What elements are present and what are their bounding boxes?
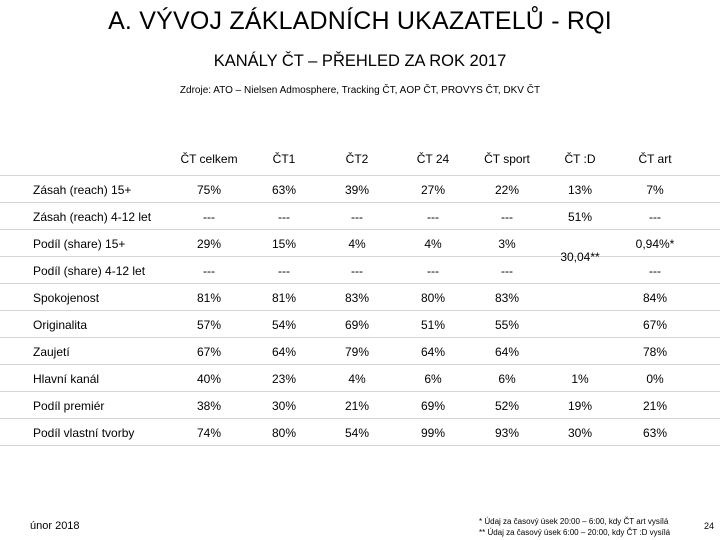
- table-cell: 0%: [646, 372, 664, 386]
- table-cell: 75%: [196, 183, 222, 197]
- table-row: [0, 311, 720, 338]
- table-cell: ---: [427, 210, 439, 224]
- table-cell: 74%: [196, 426, 222, 440]
- table-row: [0, 419, 720, 446]
- table-cell: 30%: [567, 426, 593, 440]
- page-title: A. VÝVOJ ZÁKLADNÍCH UKAZATELŮ - RQI: [108, 7, 612, 35]
- page-subtitle: KANÁLY ČT – PŘEHLED ZA ROK 2017: [213, 52, 507, 70]
- table-cell: 93%: [494, 426, 520, 440]
- column-header: ČT celkem: [180, 152, 238, 166]
- row-label: Podíl (share) 4-12 let: [33, 264, 146, 278]
- table-cell: 64%: [420, 345, 446, 359]
- table-cell: ---: [649, 264, 661, 278]
- merged-ctd-share-cell: 30,04**: [560, 250, 600, 264]
- table-cell: 19%: [567, 399, 593, 413]
- table-row: [0, 257, 720, 284]
- table-cell: 40%: [196, 372, 222, 386]
- page-number: 24: [704, 521, 715, 531]
- table-cell: 54%: [344, 426, 370, 440]
- footnote-ctd: ** Údaj za časový úsek 6:00 – 20:00, kdy ČT :D vysílá: [479, 528, 671, 537]
- table-row: [0, 365, 720, 392]
- column-header: ČT art: [638, 152, 672, 166]
- table-cell: 83%: [494, 291, 520, 305]
- table-cell: 84%: [642, 291, 668, 305]
- table-row: [0, 338, 720, 365]
- table-cell: 69%: [344, 318, 370, 332]
- table-cell: 39%: [344, 183, 370, 197]
- table-cell: 1%: [571, 372, 589, 386]
- table-cell: 27%: [420, 183, 446, 197]
- sources-note: Zdroje: ATO – Nielsen Admosphere, Tracking ČT, AOP ČT, PROVYS ČT, DKV ČT: [179, 85, 541, 96]
- table-cell: 54%: [271, 318, 297, 332]
- column-header: ČT1: [272, 152, 296, 166]
- table-row: [0, 203, 720, 230]
- table-cell: 3%: [498, 237, 516, 251]
- table-cell: 6%: [424, 372, 442, 386]
- indicators-table: [0, 141, 720, 446]
- table-cell: ---: [203, 264, 215, 278]
- column-header: ČT :D: [564, 152, 596, 166]
- table-cell: 67%: [196, 345, 222, 359]
- row-label: Podíl vlastní tvorby: [33, 426, 135, 440]
- column-header: ČT 24: [416, 152, 450, 166]
- table-cell: 15%: [271, 237, 297, 251]
- table-cell: ---: [278, 210, 290, 224]
- table-cell: 13%: [567, 183, 593, 197]
- table-cell: 55%: [494, 318, 520, 332]
- table-header-row: [0, 141, 720, 176]
- table-cell: 80%: [420, 291, 446, 305]
- table-cell: 69%: [420, 399, 446, 413]
- table-cell: 0,94%*: [635, 237, 675, 251]
- footnote-art: * Údaj za časový úsek 20:00 – 6:00, kdy ČT art vysílá: [479, 517, 669, 526]
- table-cell: 29%: [196, 237, 222, 251]
- table-cell: 63%: [271, 183, 297, 197]
- table-row: [0, 284, 720, 311]
- table-row: [0, 230, 720, 264]
- table-cell: ---: [501, 264, 513, 278]
- row-label: Hlavní kanál: [33, 372, 100, 386]
- table-cell: 57%: [196, 318, 222, 332]
- table-cell: 4%: [424, 237, 442, 251]
- table-cell: ---: [351, 210, 363, 224]
- table-cell: 81%: [196, 291, 222, 305]
- table-cell: 30%: [271, 399, 297, 413]
- table-cell: 63%: [642, 426, 668, 440]
- table-cell: ---: [278, 264, 290, 278]
- table-cell: 79%: [344, 345, 370, 359]
- row-label: Zaujetí: [33, 345, 70, 359]
- table-cell: ---: [649, 210, 661, 224]
- column-header: ČT sport: [484, 152, 530, 166]
- table-cell: ---: [203, 210, 215, 224]
- row-label: Podíl (share) 15+: [33, 237, 126, 251]
- table-cell: ---: [501, 210, 513, 224]
- table-cell: 64%: [494, 345, 520, 359]
- row-label: Zásah (reach) 15+: [33, 183, 132, 197]
- table-cell: 51%: [420, 318, 446, 332]
- table-cell: ---: [427, 264, 439, 278]
- table-cell: 67%: [642, 318, 668, 332]
- table-cell: 23%: [271, 372, 297, 386]
- table-cell: 38%: [196, 399, 222, 413]
- table-cell: 52%: [494, 399, 520, 413]
- table-cell: 4%: [348, 372, 366, 386]
- column-header: ČT2: [345, 152, 369, 166]
- table-cell: 6%: [498, 372, 516, 386]
- table-cell: ---: [351, 264, 363, 278]
- table-row: [0, 176, 720, 203]
- table-cell: 4%: [348, 237, 366, 251]
- footer-date: únor 2018: [30, 520, 80, 532]
- footnotes: [479, 516, 670, 538]
- table-cell: 83%: [344, 291, 370, 305]
- table-cell: 21%: [642, 399, 668, 413]
- table-cell: 51%: [567, 210, 593, 224]
- table-cell: 99%: [420, 426, 446, 440]
- table-cell: 80%: [271, 426, 297, 440]
- row-label: Originalita: [33, 318, 88, 332]
- table-cell: 78%: [642, 345, 668, 359]
- row-label: Zásah (reach) 4-12 let: [33, 210, 152, 224]
- table-row: [0, 392, 720, 419]
- row-label: Podíl premiér: [33, 399, 105, 413]
- row-label: Spokojenost: [33, 291, 100, 305]
- table-cell: 22%: [494, 183, 520, 197]
- table-cell: 7%: [646, 183, 664, 197]
- table-cell: 81%: [271, 291, 297, 305]
- table-cell: 21%: [344, 399, 370, 413]
- table-cell: 64%: [271, 345, 297, 359]
